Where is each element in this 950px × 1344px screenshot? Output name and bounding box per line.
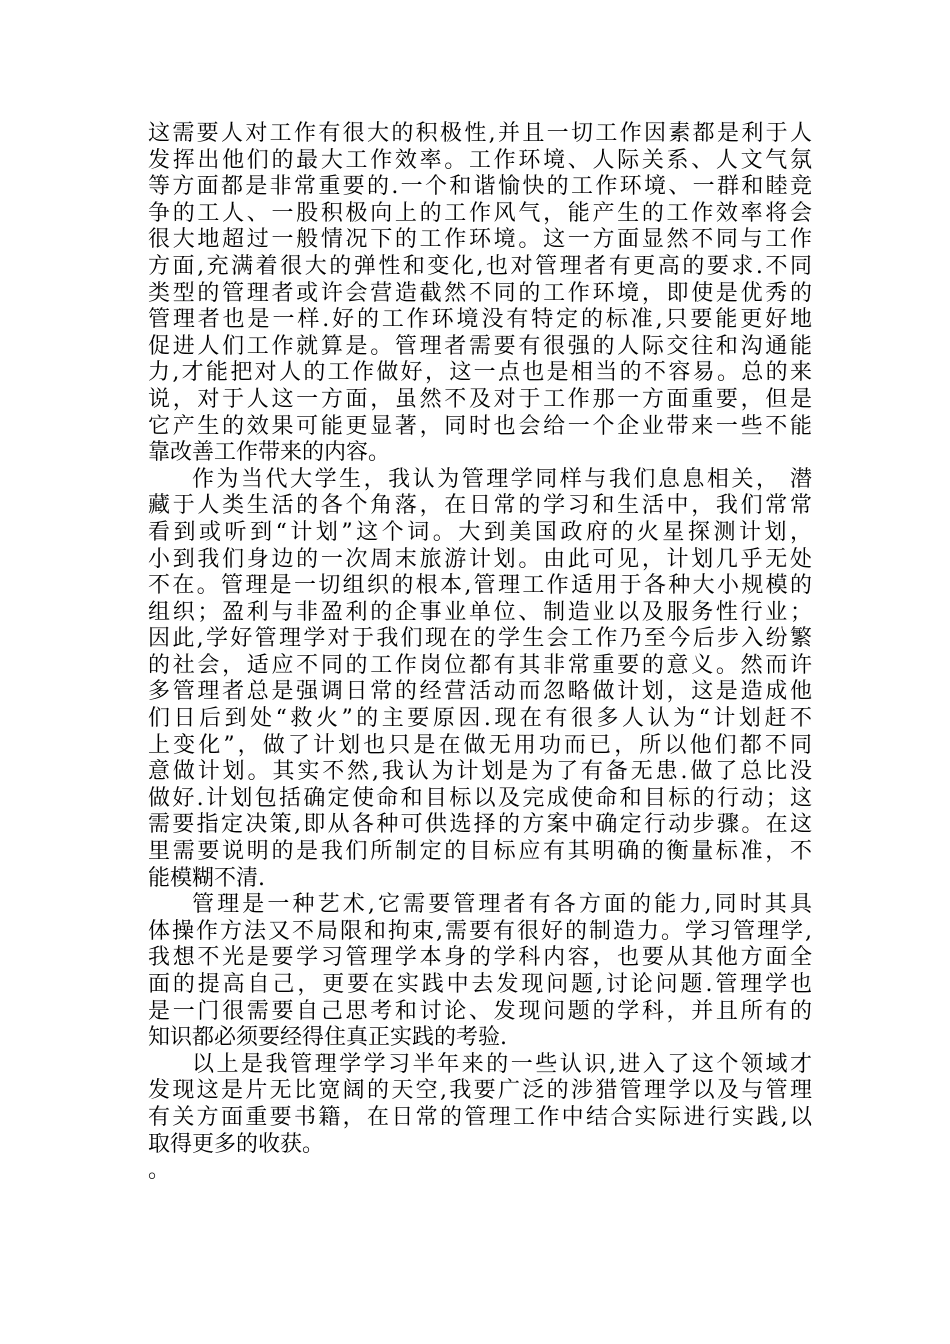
- paragraph-4-line-3: 有关方面重要书籍，在日常的管理工作中结合实际进行实践,以: [148, 1104, 812, 1130]
- paragraph-3-line-2: 体操作方法又不局限和拘束,需要有很好的制造力。学习管理学,: [148, 918, 812, 944]
- paragraph-1-line-2: 发挥出他们的最大工作效率。工作环境、人际关系、人文气氛: [148, 147, 812, 173]
- paragraph-2-line-8: 的社会，适应不同的工作岗位都有其非常重要的意义。然而许: [148, 652, 812, 678]
- paragraph-1-line-1: 这需要人对工作有很大的积极性,并且一切工作因素都是利于人: [148, 121, 812, 146]
- paragraph-1-line-3: 等方面都是非常重要的.一个和谐愉快的工作环境、一群和睦竞: [148, 174, 812, 200]
- paragraph-2-line-2: 藏于人类生活的各个角落，在日常的学习和生活中，我们常常: [148, 493, 812, 519]
- paragraph-2-line-6: 组织；盈利与非盈利的企事业单位、制造业以及服务性行业；: [148, 599, 812, 625]
- paragraph-2-line-5: 不在。管理是一切组织的根本,管理工作适用于各种大小规模的: [148, 573, 812, 599]
- paragraph-1-line-13: 靠改善工作带来的内容。: [148, 440, 391, 466]
- paragraph-2-line-7: 因此,学好管理学对于我们现在的学生会工作乃至今后步入纷繁: [148, 626, 812, 652]
- paragraph-4-line-4: 取得更多的收获。: [148, 1131, 325, 1157]
- paragraph-1-line-5: 很大地超过一般情况下的工作环境。这一方面显然不同与工作: [148, 227, 812, 253]
- paragraph-1-line-12: 它产生的效果可能更显著，同时也会给一个企业带来一些不能: [148, 413, 812, 439]
- paragraph-4-line-1: 以上是我管理学学习半年来的一些认识,进入了这个领域才: [192, 1051, 812, 1077]
- paragraph-1-line-10: 力,才能把对人的工作做好，这一点也是相当的不容易。总的来: [148, 360, 812, 386]
- paragraph-3-line-5: 是一门很需要自己思考和讨论、发现问题的学科，并且所有的: [148, 998, 812, 1024]
- paragraph-3-line-3: 我想不光是要学习管理学本身的学科内容，也要从其他方面全: [148, 945, 812, 971]
- paragraph-2-line-9: 多管理者总是强调日常的经营活动而忽略做计划，这是造成他: [148, 679, 812, 705]
- paragraph-2-line-3: 看到或听到“计划”这个词。大到美国政府的火星探测计划，: [148, 519, 812, 545]
- paragraph-2-line-16: 能模糊不清.: [148, 865, 265, 891]
- paragraph-2-line-1: 作为当代大学生，我认为管理学同样与我们息息相关， 潜: [192, 466, 812, 492]
- paragraph-1-line-9: 促进人们工作就算是。管理者需要有很强的人际交往和沟通能: [148, 333, 812, 359]
- paragraph-1-line-6: 方面,充满着很大的弹性和变化,也对管理者有更高的要求.不同: [148, 253, 812, 279]
- paragraph-2-line-15: 里需要说明的是我们所制定的目标应有其明确的衡量标准，不: [148, 839, 812, 865]
- paragraph-3-line-1: 管理是一种艺术,它需要管理者有各方面的能力,同时其具: [192, 892, 812, 918]
- paragraph-4-line-2: 发现这是片无比宽阔的天空,我要广泛的涉猎管理学以及与管理: [148, 1078, 812, 1104]
- paragraph-1-line-8: 管理者也是一样.好的工作环境没有特定的标准,只要能更好地: [148, 307, 812, 333]
- paragraph-2-line-13: 做好.计划包括确定使命和目标以及完成使命和目标的行动；这: [148, 785, 812, 811]
- paragraph-2-line-14: 需要指定决策,即从各种可供选择的方案中确定行动步骤。在这: [148, 812, 812, 838]
- paragraph-2-line-10: 们日后到处“救火”的主要原因.现在有很多人认为“计划赶不: [148, 706, 812, 732]
- trailing-period: 。: [148, 1158, 171, 1184]
- paragraph-1-line-4: 争的工人、一股积极向上的工作风气，能产生的工作效率将会: [148, 200, 812, 226]
- paragraph-2-line-11: 上变化”，做了计划也只是在做无用功而已，所以他们都不同: [148, 732, 812, 758]
- paragraph-3-line-6: 知识都必须要经得住真正实践的考验.: [148, 1025, 507, 1051]
- paragraph-2-line-4: 小到我们身边的一次周末旅游计划。由此可见，计划几乎无处: [148, 546, 812, 572]
- document-body: [148, 121, 812, 1185]
- paragraph-1-line-7: 类型的管理者或许会营造截然不同的工作环境，即使是优秀的: [148, 280, 812, 306]
- paragraph-1-line-11: 说，对于人这一方面，虽然不及对于工作那一方面重要，但是: [148, 386, 812, 412]
- paragraph-2-line-12: 意做计划。其实不然,我认为计划是为了有备无患.做了总比没: [148, 759, 812, 785]
- paragraph-3-line-4: 面的提高自己，更要在实践中去发现问题,讨论问题.管理学也: [148, 972, 812, 997]
